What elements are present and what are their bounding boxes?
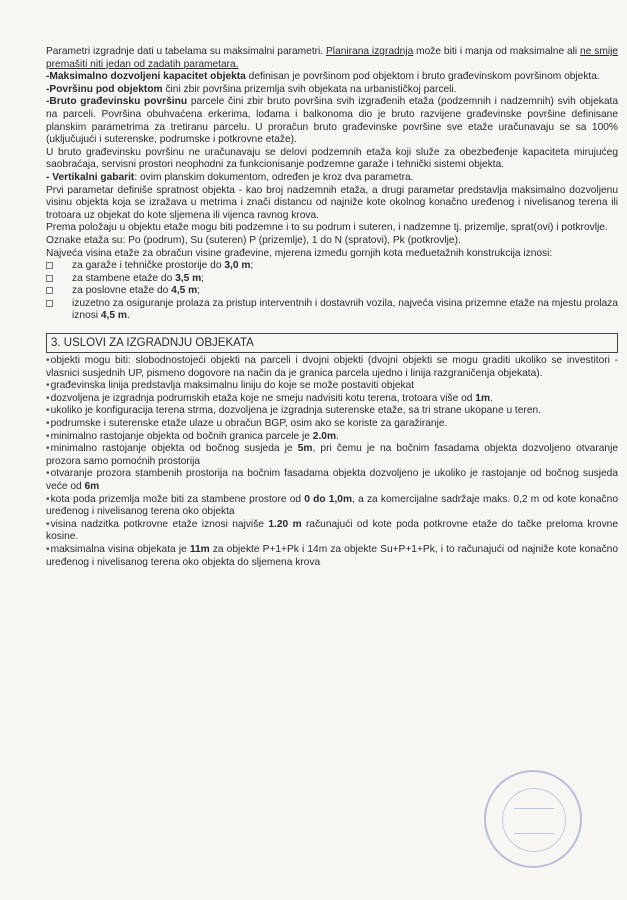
list-item (46, 405, 618, 418)
bullet-icon: • (46, 443, 50, 455)
term-label: - Vertikalni gabarit (46, 171, 135, 183)
bullet-icon: • (46, 430, 50, 442)
text: Parametri izgradnje dati u tabelama su maksimalni parametri. (46, 46, 327, 57)
value: 3,5 m (175, 272, 202, 284)
bullet-icon: • (46, 543, 50, 555)
text: čini zbir površina prizemlja svih objekata na urbanističkoj parceli. (162, 83, 457, 95)
list-item (46, 260, 618, 273)
text: parcele čini zbir bruto površina svih izgrađenih etaža (podzemnih i nadzemnih) svih objekata na parceli. Površina obuhvaćena erkerima, lođama i balkonoma dio je bruto razvijene građevinske površine definisane planskim parametrima za tretiranu parcelu. U proračun bruto građevinske površine sve etaže uračunavaju se sa 100% (uključujući i suterenske, podrumske i potkrovne etaže). (46, 96, 618, 146)
vertical-paragraph (46, 172, 618, 185)
text: visina nadzitka potkrovne etaže iznosi najviše (50, 518, 269, 530)
bullet-icon: • (46, 418, 50, 430)
text: za stambene etaže do (72, 272, 176, 284)
value: 1m (475, 392, 491, 404)
bullet-icon: • (46, 468, 50, 480)
underlined-text: ne smije premašiti niti jedan od zadatih parametara. (46, 46, 619, 70)
list-item (46, 544, 618, 569)
text: minimalno rastojanje objekta od bočnog susjeda je (50, 443, 298, 455)
value: 6m (84, 481, 100, 492)
value: 4,5 m (100, 310, 127, 322)
text: . (126, 310, 130, 322)
list-item (46, 418, 618, 431)
footprint-paragraph (46, 84, 618, 97)
text: građevinska linija predstavlja maksimalnu liniju do koje se može postaviti objekat (50, 380, 415, 392)
floor-position-paragraph: Prema položaju u objektu etaže mogu biti podzemne i to su podrum i suteren, i nadzemne tj. prizemlje, sprat(ovi) i potkrovlje. (46, 222, 608, 234)
bullet-icon: • (46, 355, 50, 367)
floor-labels-paragraph: Oznake etaža su: Po (podrum), Su (suteren) P (prizemlje), 1 do N (spratovi), Pk (potkrovlje). (46, 234, 461, 246)
list-item (46, 468, 618, 493)
value: 4,5 m (171, 285, 198, 297)
text: , pri čemu je na bočnim fasadama objekta dozvoljeno otvaranje prozora samo pomoćnih prostorija (46, 443, 618, 467)
text: . (336, 430, 339, 442)
value: 11m (189, 543, 210, 555)
text: objekti mogu biti: slobodnostojeći objekti na parceli i dvojni objekti (dvojni objekti se mogu graditi ukoliko se investitori - vlasnici susjednih UP, pismeno dogovore na način da je granica parcela ujedno i linija razgraničenja objekata). (46, 355, 618, 379)
text: ; (197, 285, 201, 297)
bullet-icon: • (46, 392, 50, 404)
term-label: -Bruto građevinsku površinu (46, 96, 188, 108)
text: , a za komercijalne sadržaje maks. 0,2 m od kote konačno uređenog i nivelisanog terena oko objekta (46, 493, 618, 518)
list-item (46, 443, 618, 468)
capacity-paragraph (46, 71, 618, 84)
list-item (46, 273, 618, 286)
list-item (46, 285, 618, 298)
text: dozvoljena je izgradnja podrumskih etaža koje ne smeju nadvisiti kotu terena, trotoara više od (50, 392, 476, 404)
text: za poslovne etaže do (72, 285, 172, 297)
text: definisan je površinom pod objektom i bruto građevinskom površinom objekta. (245, 71, 600, 83)
list-item (46, 393, 618, 406)
height-list (46, 260, 618, 323)
document-page (46, 46, 618, 569)
list-item (46, 494, 618, 519)
bullet-icon: • (46, 380, 50, 392)
text: računajući od kote poda potkrovne etaže do tačke preloma krovne kosine. (46, 518, 618, 543)
gross-area-paragraph (46, 96, 618, 146)
checkbox-bullet-icon (46, 300, 53, 307)
text: ; (201, 272, 204, 284)
text: može biti i manja od maksimalne ali (413, 46, 581, 57)
text: ukoliko je konfiguracija terena strma, dozvoljena je izgradnja suterenske etaže, sa tri strane ukopane u teren. (50, 405, 541, 417)
value: 1.20 m (268, 518, 302, 530)
text: : ovim planskim dokumentom, određen je kroz dva parametra. (134, 171, 414, 183)
list-item (46, 298, 618, 323)
text: kota poda prizemlja može biti za stambene prostore od (50, 493, 305, 505)
term-label: -Maksimalno dozvoljeni kapacitet objekta (46, 71, 246, 83)
term-label: -Površinu pod objektom (46, 83, 163, 95)
list-item (46, 355, 618, 380)
checkbox-bullet-icon (46, 262, 53, 269)
text: ; (250, 260, 254, 272)
text: otvaranje prozora stambenih prostorija na bočnim fasadama objekta dozvoljeno je ukoliko je rastojanje od bočnog susjeda veće od (46, 468, 618, 492)
list-item (46, 380, 618, 393)
stamp-mark (514, 808, 554, 834)
text: izuzetno za osiguranje prolaza za pristup interventnih i dostavnih vozila, najveća visina prizemne etaže na mjestu prolaza iznosi (72, 297, 618, 322)
text: za garaže i tehničke prostorije do (72, 260, 225, 272)
bullet-icon: • (46, 493, 50, 505)
first-parameter-paragraph: Prvi parametar definiše spratnost objekta - kao broj nadzemnih etaža, a drugi parametar predstavlja maksimalno dozvoljenu visinu objekta koja se izražava u metrima i znači distancu od najniže kote okolnog konačno uređenog i nivelisanog terena ili trotoara uz objekat do kote sljemena ili vijenca ravnog krova. (46, 184, 618, 221)
text: podrumske i suterenske etaže ulaze u obračun BGP, osim ako se koriste za garažiranje. (50, 418, 448, 430)
checkbox-bullet-icon (46, 275, 53, 282)
value: 3,0 m (224, 260, 251, 272)
value: 5m (297, 443, 313, 455)
intro-paragraph-1 (46, 46, 618, 71)
list-item (46, 431, 618, 444)
bullet-icon: • (46, 518, 50, 530)
text: za objekte P+1+Pk i 14m za objekte Su+P+1+Pk, i to računajući od najniže kote konačno uređenog i nivelisanog terena oko objekta do sljemena krova (46, 543, 618, 568)
text: minimalno rastojanje objekta od bočnih granica parcele je (50, 430, 313, 442)
bullet-icon: • (46, 405, 50, 417)
list-item (46, 519, 618, 544)
exclusion-paragraph: U bruto građevinsku površinu ne uračunavaju se delovi podzemnih etaža koji služe za obezbeđenje kapaciteta mirujućeg saobraćaja, servisni prostori neophodni za funkcionisanje podzemne garaže i tehnički sistemi objekta. (46, 146, 618, 171)
value: 0 do 1,0m (304, 493, 353, 505)
text: . (490, 392, 493, 404)
section-title: 3. USLOVI ZA IZGRADNJU OBJEKATA (46, 333, 618, 353)
checkbox-bullet-icon (46, 287, 53, 294)
text: maksimalna visina objekata je (50, 543, 190, 555)
conditions-list (46, 355, 618, 569)
value: 2.0m (312, 430, 337, 442)
official-stamp-icon (484, 770, 582, 868)
max-height-paragraph: Najveća visina etaže za obračun visine građevine, mjerena između gornjih kota međuetažnih konstrukcija iznosi: (46, 247, 553, 259)
underlined-text: Planirana izgradnja (326, 46, 414, 57)
